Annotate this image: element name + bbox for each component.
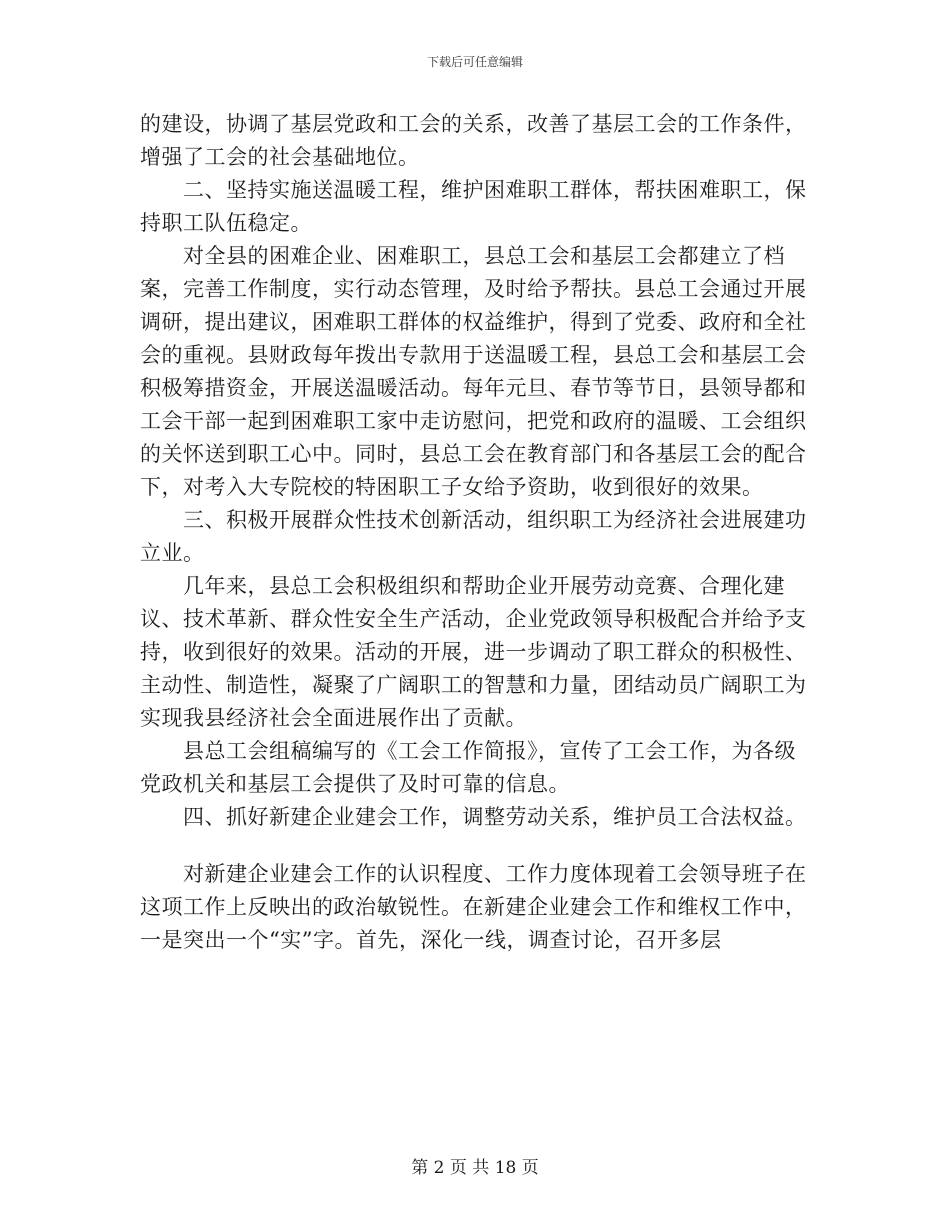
paragraph: 几年来，县总工会积极组织和帮助企业开展劳动竞赛、合理化建议、技术革新、群众性安全生产活动，企业党政领导积极配合并给予支持，收到很好的效果。活动的开展，进一步调动了职工群众的积极性、主动性、制造性，凝聚了广阔职工的智慧和力量，团结动员广阔职工为实现我县经济社会全面进展作出了贡献。 bbox=[140, 574, 807, 730]
section-heading: 二、坚持实施送温暖工程，维护困难职工群体，帮扶困难职工，保持职工队伍稳定。 bbox=[140, 178, 807, 235]
header-note: 下载后可任意编辑 bbox=[426, 55, 523, 69]
section-heading: 四、抓好新建企业建会工作，调整劳动关系，维护员工合法权益。 bbox=[140, 805, 807, 829]
section-heading: 三、积极开展群众性技术创新活动，组织职工为经济社会进展建功立业。 bbox=[140, 508, 807, 565]
paragraph: 县总工会组稿编写的《工会工作简报》，宣传了工会工作，为各级党政机关和基层工会提供了及时可靠的信息。 bbox=[140, 739, 796, 796]
page-number-footer: 第 2 页 共 18 页 bbox=[411, 1158, 539, 1178]
document-body bbox=[140, 108, 812, 957]
paragraph: 对全县的困难企业、困难职工，县总工会和基层工会都建立了档案，完善工作制度，实行动态管理，及时给予帮扶。县总工会通过开展调研，提出建议，困难职工群体的权益维护，得到了党委、政府和全社会的重视。县财政每年拨出专款用于送温暖工程，县总工会和基层工会积极筹措资金，开展送温暖活动。每年元旦、春节等节日，县领导都和工会干部一起到困难职工家中走访慰问，把党和政府的温暖、工会组织的关怀送到职工心中。同时，县总工会在教育部门和各基层工会的配合下，对考入大专院校的特困职工子女给予资助，收到很好的效果。 bbox=[140, 244, 807, 499]
paragraph: 的建设，协调了基层党政和工会的关系，改善了基层工会的工作条件，增强了工会的社会基础地位。 bbox=[140, 112, 807, 169]
paragraph: 对新建企业建会工作的认识程度、工作力度体现着工会领导班子在这项工作上反映出的政治敏锐性。在新建企业建会工作和维权工作中，一是突出一个“实”字。首先，深化一线，调查讨论，召开多层 bbox=[140, 862, 807, 952]
